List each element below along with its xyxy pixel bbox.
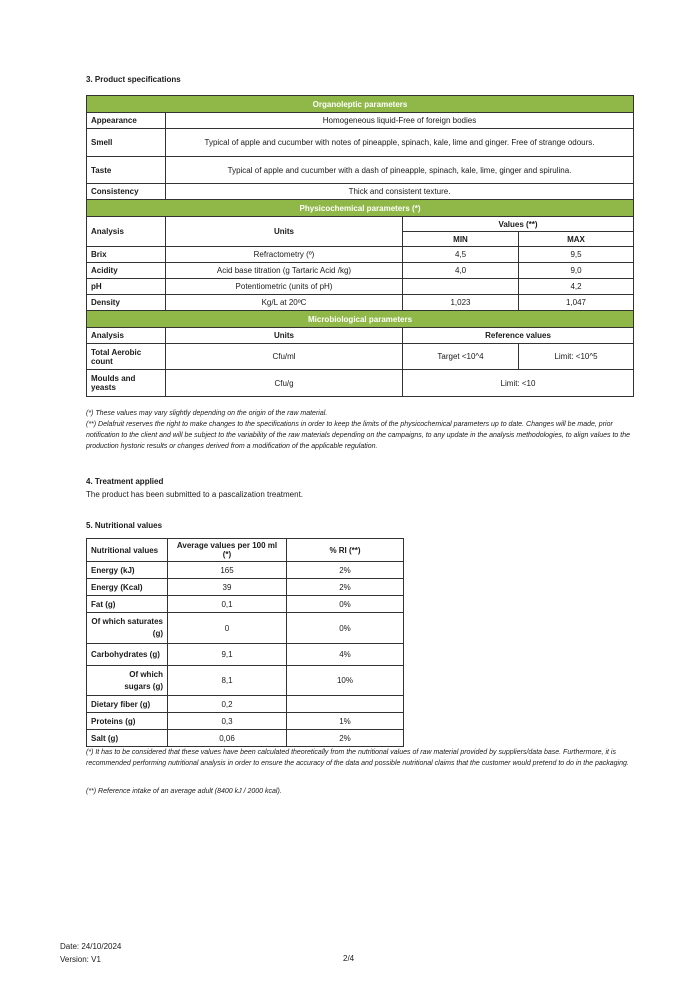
aerobic-label: Total Aerobic count: [87, 344, 166, 370]
microbiological-header: Microbiological parameters: [87, 311, 634, 328]
physico-row-units: Acid base titration (g Tartaric Acid /kg): [166, 263, 403, 279]
nut-row-label: Carbohydrates (g): [87, 644, 168, 666]
nut-row-ri: 4%: [287, 644, 404, 666]
nut-row-label: Salt (g): [87, 730, 168, 747]
nut-row-label: Dietary fiber (g): [87, 696, 168, 713]
consistency-value: Thick and consistent texture.: [166, 184, 634, 200]
physico-row-label: Brix: [87, 247, 166, 263]
aerobic-limit: Limit: <10^5: [519, 344, 634, 370]
nut-label-line1: Of which: [129, 669, 163, 679]
nutritional-values-table: [86, 538, 404, 747]
product-specifications-table: [86, 95, 634, 397]
appearance-value: Homogeneous liquid-Free of foreign bodies: [166, 113, 634, 129]
nut-label-line2: sugars (g): [124, 681, 163, 691]
nut-row-avg: 8,1: [168, 666, 287, 696]
physico-row-max: 1,047: [519, 295, 634, 311]
physico-row-units: Kg/L at 20ºC: [166, 295, 403, 311]
nut-avg-header: Average values per 100 ml (*): [168, 539, 287, 562]
taste-value: Typical of apple and cucumber with a dash of pineapple, spinach, kale, lime, ginger and spirulina.: [166, 157, 634, 184]
physico-row-min: 4,0: [403, 263, 519, 279]
physico-row-units: Refractometry (º): [166, 247, 403, 263]
appearance-label: Appearance: [87, 113, 166, 129]
nutrition-note-1: (*) It has to be considered that these values have been calculated theoretically from the nutritional values of raw material provided by suppliers/data base. Furthermore, it is recommended performing nutritional analysis in order to ensure the accuracy of the data and possible nutritional claims that the customer would pretend to do in the packaging.: [86, 749, 629, 767]
physico-row-label: pH: [87, 279, 166, 295]
nut-row-avg: 9,1: [168, 644, 287, 666]
consistency-label: Consistency: [87, 184, 166, 200]
nut-row-avg: 0,3: [168, 713, 287, 730]
nut-row-ri: 10%: [287, 666, 404, 696]
nut-name-header: Nutritional values: [87, 539, 168, 562]
physico-row-label: Density: [87, 295, 166, 311]
nut-row-avg: 0: [168, 613, 287, 644]
nut-row-ri: 1%: [287, 713, 404, 730]
smell-value: Typical of apple and cucumber with notes of pineapple, spinach, kale, lime and ginger. Free of strange odours.: [166, 129, 634, 157]
nut-row-avg: 39: [168, 579, 287, 596]
nut-row-label: Fat (g): [87, 596, 168, 613]
moulds-units: Cfu/g: [166, 370, 403, 397]
physico-row-min: 4,5: [403, 247, 519, 263]
nut-ri-header: % RI (**): [287, 539, 404, 562]
physico-row-label: Acidity: [87, 263, 166, 279]
smell-label: Smell: [87, 129, 166, 157]
nut-row-ri: 2%: [287, 730, 404, 747]
physico-row-min: 1,023: [403, 295, 519, 311]
nut-row-label: Energy (Kcal): [87, 579, 168, 596]
footer-page-number: 2/4: [343, 954, 355, 963]
spec-note-2: (**) Delafruit reserves the right to make changes to the specifications in order to keep the limits of the physicochemical parameters up to date. Changes will be made, prior notification to the client and will be subject to the variability of the raw materials depending on the campaigns, to any update in the analysis methodologies, to align values to the production hystoric results or changes derived from a modification of the applicable regulation.: [86, 421, 630, 450]
physico-row-max: 9,0: [519, 263, 634, 279]
footer-version: Version: V1: [60, 955, 101, 964]
nut-row-ri: 0%: [287, 613, 404, 644]
nut-label-line1: Of which saturates: [91, 617, 163, 626]
section-4-title: 4. Treatment applied: [86, 477, 164, 486]
nut-row-ri: 2%: [287, 579, 404, 596]
micro-units-header: Units: [166, 328, 403, 344]
moulds-label: Moulds and yeasts: [87, 370, 166, 397]
nut-row-ri: 2%: [287, 562, 404, 579]
physico-max-header: MAX: [519, 232, 634, 247]
physicochemical-header: Physicochemical parameters (*): [87, 200, 634, 217]
nut-row-ri: [287, 696, 404, 713]
section-5-title: 5. Nutritional values: [86, 521, 163, 530]
physico-row-min: [403, 279, 519, 295]
section-3-title: 3. Product specifications: [86, 75, 181, 84]
moulds-limit: Limit: <10: [403, 370, 634, 397]
aerobic-target: Target <10^4: [403, 344, 519, 370]
aerobic-units: Cfu/ml: [166, 344, 403, 370]
nut-row-label: [87, 613, 168, 644]
physico-row-units: Potentiometric (units of pH): [166, 279, 403, 295]
physico-row-max: 9,5: [519, 247, 634, 263]
organoleptic-header: Organoleptic parameters: [87, 96, 634, 113]
micro-analysis-header: Analysis: [87, 328, 166, 344]
physico-analysis-header: Analysis: [87, 217, 166, 247]
nut-row-label: Proteins (g): [87, 713, 168, 730]
micro-reference-header: Reference values: [403, 328, 634, 344]
nutrition-note-2: (**) Reference intake of an average adult (8400 kJ / 2000 kcal).: [86, 788, 282, 795]
nut-row-avg: 0,1: [168, 596, 287, 613]
nut-row-avg: 0,2: [168, 696, 287, 713]
nut-row-ri: 0%: [287, 596, 404, 613]
spec-note-1: (*) These values may vary slightly depending on the origin of the raw material.: [86, 410, 328, 417]
nut-row-label: [87, 666, 168, 696]
physico-row-max: 4,2: [519, 279, 634, 295]
treatment-text: The product has been submitted to a pascalization treatment.: [86, 490, 304, 499]
nut-row-avg: 165: [168, 562, 287, 579]
physico-units-header: Units: [166, 217, 403, 247]
taste-label: Taste: [87, 157, 166, 184]
physico-values-header: Values (**): [403, 217, 634, 232]
nut-label-line2: (g): [152, 629, 163, 638]
nut-row-avg: 0,06: [168, 730, 287, 747]
footer-date: Date: 24/10/2024: [60, 942, 122, 951]
physico-min-header: MIN: [403, 232, 519, 247]
nut-row-label: Energy (kJ): [87, 562, 168, 579]
